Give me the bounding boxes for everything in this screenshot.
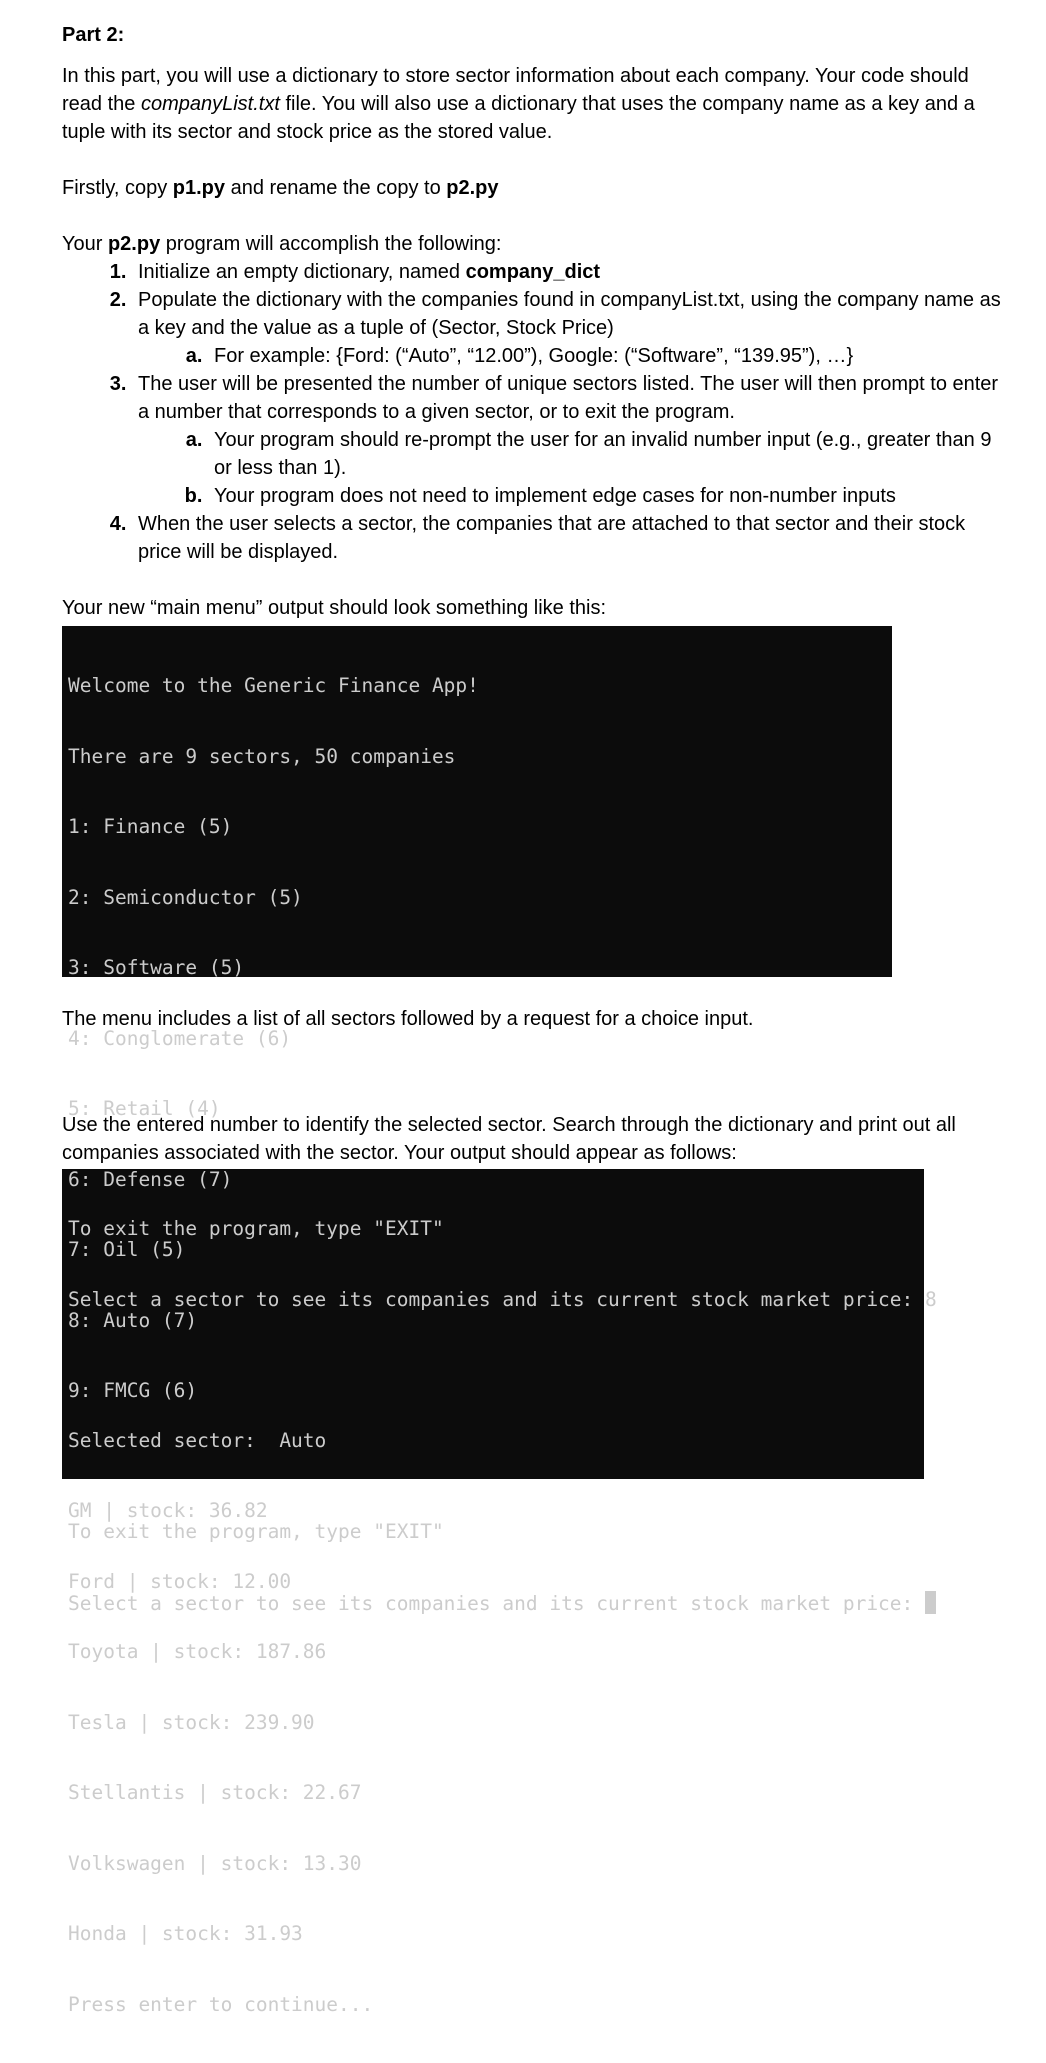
filename-p1: p1.py (172, 177, 226, 199)
filename-p2: p2.py (446, 177, 499, 199)
step-1: 1. Initialize an empty dictionary, named company_dict (132, 258, 1002, 286)
step-3b: b. Your program does not need to implement edge cases for non-number inputs (208, 482, 1002, 510)
step-2a: a. For example: {Ford: (“Auto”, “12.00”), Google: (“Software”, “139.95”), …} (208, 342, 1002, 370)
terminal-line: Ford | stock: 12.00 (68, 1569, 292, 1593)
requirements-list (62, 258, 1002, 566)
terminal-line: 4: Conglomerate (6) (68, 1026, 292, 1050)
menu-note: The menu includes a list of all sectors followed by a request for a choice input. (62, 1008, 754, 1030)
terminal-line: Tesla | stock: 239.90 (68, 1710, 315, 1734)
terminal-prompt: Select a sector to see its companies and its current stock market price: (68, 1591, 926, 1615)
terminal-line: 2: Semiconductor (5) (68, 885, 303, 909)
terminal-line: Select a sector to see its companies and its current stock market price: 8 (68, 1287, 937, 1311)
intro-paragraph: In this part, you will use a dictionary to store sector information about each company. Your code should read the companyList.txt file. You will also use a dictionary that uses the company name as a key and a tuple with its sector and stock price as the stored value. (62, 65, 975, 143)
terminal-line: There are 9 sectors, 50 companies (68, 744, 456, 768)
copy-instruction: Firstly, copy p1.py and rename the copy to p2.py (62, 177, 499, 199)
terminal-line: Stellantis | stock: 22.67 (68, 1781, 362, 1804)
terminal-line: 6: Defense (7) (68, 1167, 233, 1191)
menu-intro: Your new “main menu” output should look something like this: (62, 597, 607, 619)
terminal-line: Welcome to the Generic Finance App! (68, 674, 479, 697)
terminal-line: 7: Oil (5) (68, 1238, 186, 1261)
terminal-line: 5: Retail (4) (68, 1097, 221, 1120)
terminal-line: 3: Software (5) (68, 956, 245, 979)
document-page (62, 18, 1002, 2016)
dict-name: company_dict (465, 261, 601, 283)
terminal-line: To exit the program, type "EXIT" (68, 1217, 444, 1240)
terminal-line: 8: Auto (7) (68, 1308, 198, 1332)
terminal-line: GM | stock: 36.82 (68, 1499, 268, 1522)
terminal-prompt-line[interactable] (68, 1591, 926, 1615)
cursor-icon (925, 1591, 936, 1614)
search-instructions: Use the entered number to identify the selected sector. Search through the dictionary and print out all companies associated with the sector. Your output should appear as follows: (62, 1114, 956, 1164)
step-3a: a. Your program should re-prompt the user for an invalid number input (e.g., greater than 9 or less than 1). (208, 426, 1002, 482)
terminal-line: Volkswagen | stock: 13.30 (68, 1851, 362, 1875)
terminal-line: 1: Finance (5) (68, 815, 233, 838)
terminal-line (68, 1358, 918, 1382)
program-intro: Your p2.py program will accomplish the following: (62, 233, 502, 255)
terminal-line: To exit the program, type "EXIT" (68, 1520, 444, 1543)
terminal-line: Press enter to continue... (68, 1992, 374, 2016)
step-3: 3. The user will be presented the number of unique sectors listed. The user will then prompt to enter a number that corresponds to a given sector, or to exit the program. a. Your program should re-prompt the user for an invalid number input (e.g., greater than 9 or less than 1). b. Your program does not need to implement edge cases for non-number inputs (132, 370, 1002, 510)
terminal-line: 9: FMCG (6) (68, 1379, 198, 1402)
filename-companylist: companyList.txt (140, 93, 280, 115)
step-2: 2. Populate the dictionary with the companies found in companyList.txt, using the company name as a key and the value as a tuple of (Sector, Stock Price) a. For example: {Ford: (“Auto”, “12.00”), Google: (“Software”, “139.95”), …} (132, 286, 1002, 370)
step-4: 4. When the user selects a sector, the companies that are attached to that sector and their stock price will be displayed. (132, 510, 1002, 566)
part-heading: Part 2: (62, 24, 125, 46)
terminal-line: Selected sector: Auto (68, 1428, 327, 1452)
terminal-line: Toyota | stock: 187.86 (68, 1640, 327, 1663)
terminal-line: Honda | stock: 31.93 (68, 1922, 303, 1945)
